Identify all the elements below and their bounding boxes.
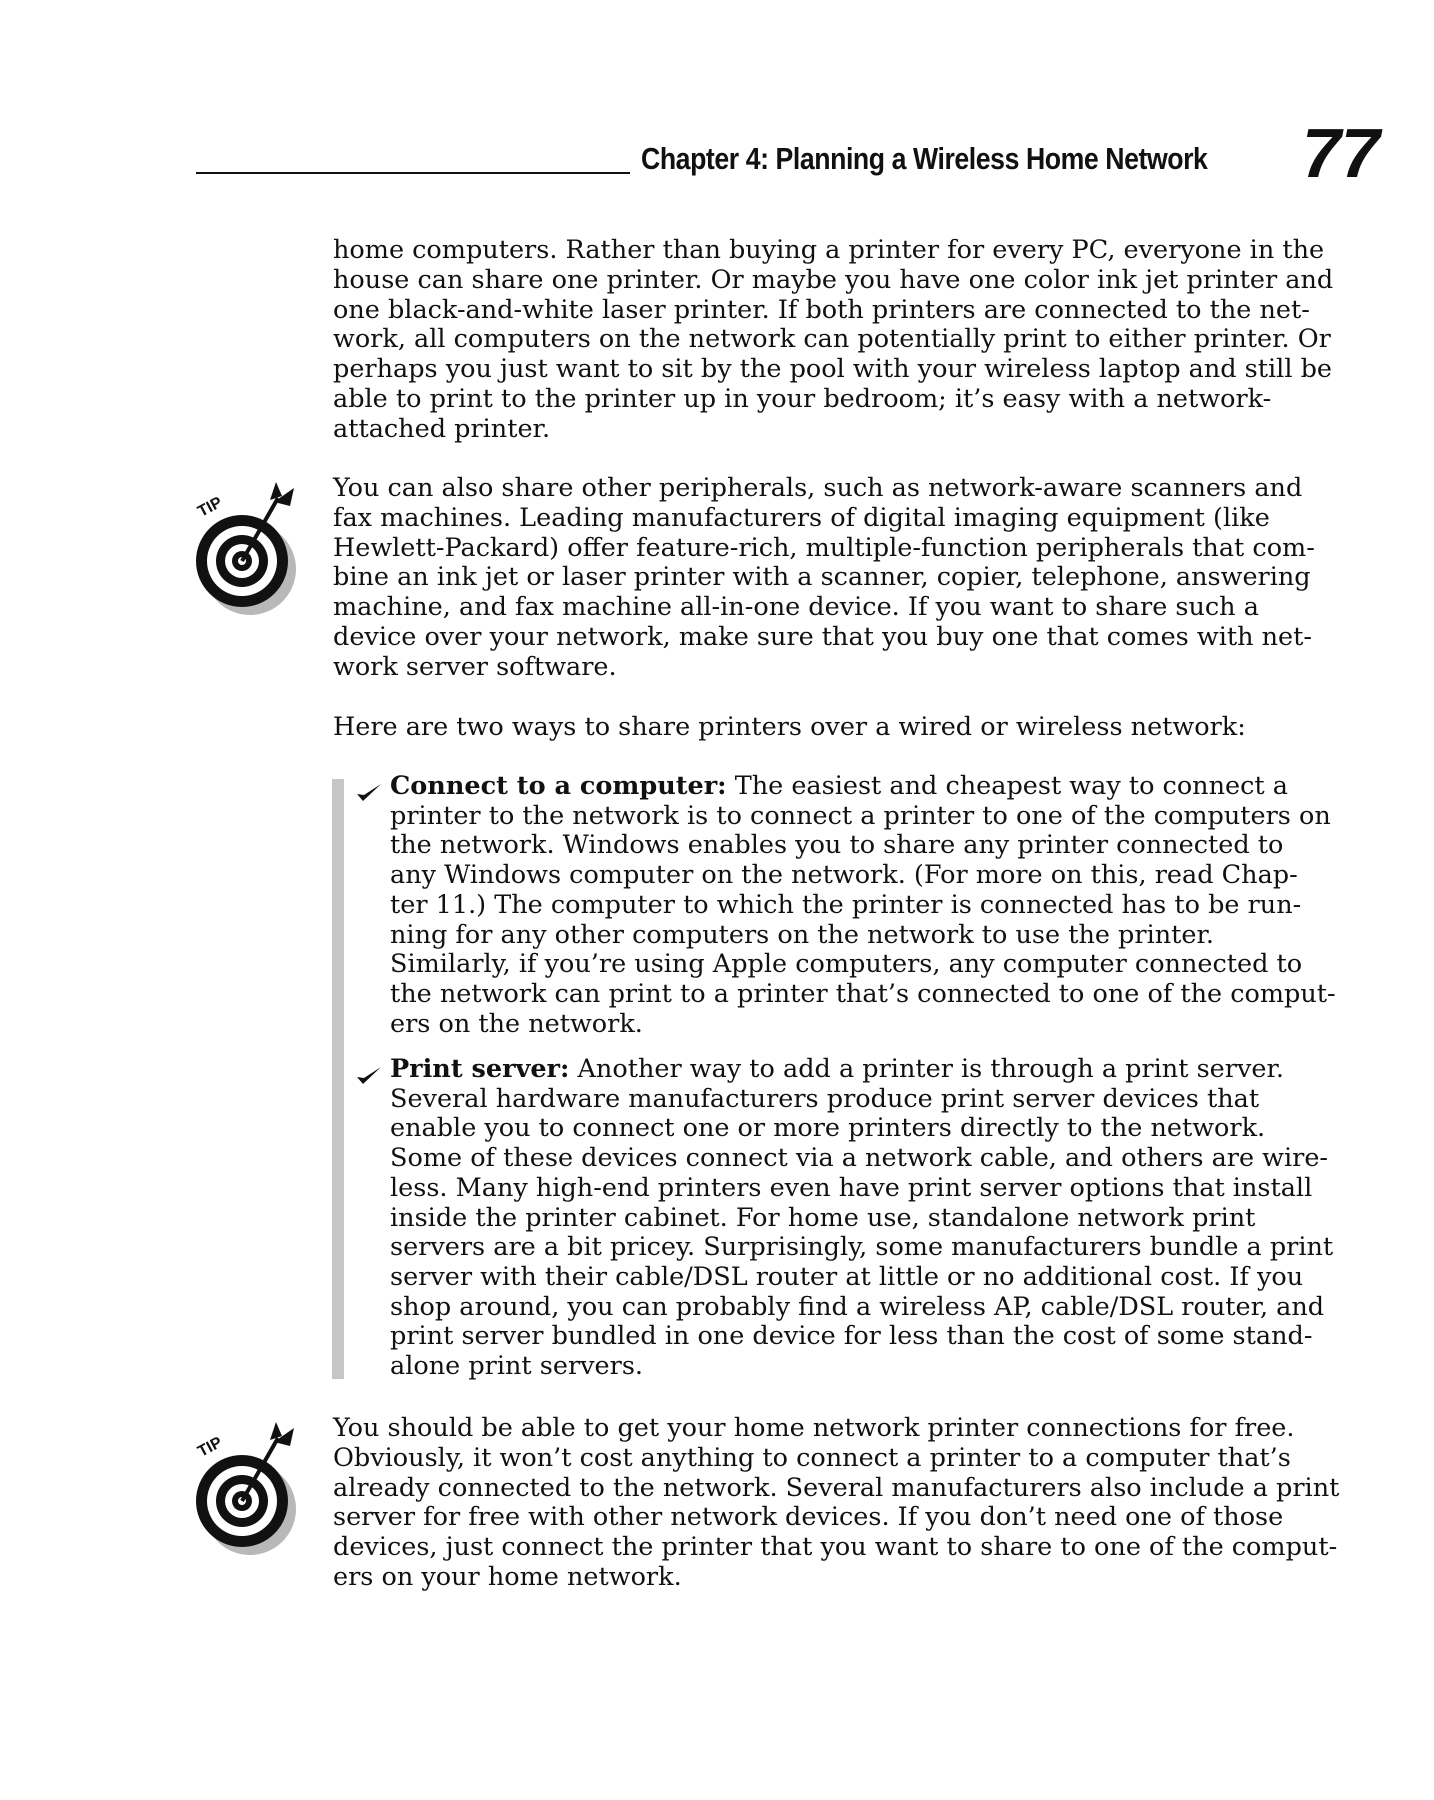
text-line: one black-and-white laser printer. If both printers are connected to the net- (333, 294, 1310, 325)
tip-paragraph-peripherals (333, 473, 1315, 683)
list-item-print-server (390, 1054, 1334, 1382)
list-item-connect-to-computer (390, 771, 1336, 1039)
intro-paragraph (333, 235, 1334, 445)
text-line: machine, and fax machine all-in-one device. If you want to share such a (333, 592, 1259, 623)
text-line: You should be able to get your home network printer connections for free. (333, 1413, 1295, 1443)
list-item-first-line (390, 771, 1288, 802)
list-lead-in (333, 713, 1248, 743)
tip-target-icon (190, 1418, 302, 1560)
tip-target-icon (190, 478, 302, 620)
text-line: already connected to the network. Several manufacturers also include a print (333, 1472, 1340, 1503)
text-line: fax machines. Leading manufacturers of digital imaging equipment (like (333, 502, 1270, 533)
text-line: any Windows computer on the network. (For more on this, read Chap- (390, 860, 1298, 891)
text-line: printer to the network is to connect a printer to one of the computers on (390, 800, 1331, 831)
text-line: ter 11.) The computer to which the printer is connected has to be run- (390, 889, 1302, 920)
list-item-first-line (390, 1054, 1284, 1085)
text-line: print server bundled in one device for less than the cost of some stand- (390, 1321, 1313, 1352)
text-line: Similarly, if you’re using Apple computers, any computer connected to (390, 949, 1303, 980)
text-line: perhaps you just want to sit by the pool with your wireless laptop and still be (333, 354, 1333, 385)
text-line: devices, just connect the printer that you want to share to one of the comput- (333, 1532, 1338, 1563)
text-line: enable you to connect one or more printers directly to the network. (390, 1113, 1266, 1144)
check-bullet-icon (356, 1065, 382, 1085)
text-line: Here are two ways to share printers over a wired or wireless network: (333, 712, 1246, 742)
text-line: You can also share other peripherals, such as network-aware scanners and (333, 473, 1303, 503)
list-item-lead: Another way to add a printer is through a print server. (569, 1054, 1284, 1084)
text-line: the network can print to a printer that’s connected to one of the comput- (390, 978, 1336, 1009)
text-line: inside the printer cabinet. For home use, standalone network print (390, 1202, 1256, 1233)
text-line: server for free with other network devices. If you don’t need one of those (333, 1502, 1284, 1533)
text-line: server with their cable/DSL router at little or no additional cost. If you (390, 1261, 1304, 1292)
tip-label: TIP (195, 494, 226, 521)
page-number: 77 (1302, 114, 1380, 192)
text-line: house can share one printer. Or maybe you have one color ink jet printer and (333, 264, 1334, 295)
list-item-term: Connect to a computer: (390, 771, 727, 801)
text-line: work, all computers on the network can potentially print to either printer. Or (333, 324, 1331, 355)
text-line: device over your network, make sure that you buy one that comes with net- (333, 621, 1312, 652)
text-line: ers on your home network. (333, 1561, 682, 1592)
text-line: ning for any other computers on the network to use the printer. (390, 919, 1214, 950)
text-line: Several hardware manufacturers produce print server devices that (390, 1083, 1260, 1114)
header-rule (196, 172, 630, 174)
text-line: able to print to the printer up in your bedroom; it’s easy with a network- (333, 383, 1272, 414)
text-line: the network. Windows enables you to share any printer connected to (390, 830, 1284, 861)
text-line: shop around, you can probably find a wireless AP, cable/DSL router, and (390, 1291, 1325, 1322)
text-line: servers are a bit pricey. Surprisingly, some manufacturers bundle a print (390, 1232, 1334, 1263)
list-sidebar-bar (332, 779, 344, 1379)
text-line: less. Many high-end printers even have print server options that install (390, 1172, 1313, 1203)
check-bullet-icon (356, 782, 382, 802)
text-line: Some of these devices connect via a network cable, and others are wire- (390, 1143, 1329, 1174)
chapter-title: Chapter 4: Planning a Wireless Home Network (641, 141, 1208, 176)
text-line: alone print servers. (390, 1351, 644, 1382)
text-line: ers on the network. (390, 1008, 643, 1039)
text-line: Hewlett-Packard) offer feature-rich, multiple-function peripherals that com- (333, 532, 1315, 563)
text-line: work server software. (333, 651, 617, 682)
tip-label: TIP (195, 1434, 226, 1461)
text-line: home computers. Rather than buying a printer for every PC, everyone in the (333, 235, 1325, 265)
text-line: attached printer. (333, 413, 551, 444)
tip-paragraph-free-connections (333, 1413, 1340, 1593)
list-item-lead: The easiest and cheapest way to connect a (726, 771, 1288, 801)
text-line: bine an ink jet or laser printer with a scanner, copier, telephone, answering (333, 562, 1311, 593)
list-item-term: Print server: (390, 1054, 570, 1084)
text-line: Obviously, it won’t cost anything to connect a printer to a computer that’s (333, 1442, 1291, 1473)
